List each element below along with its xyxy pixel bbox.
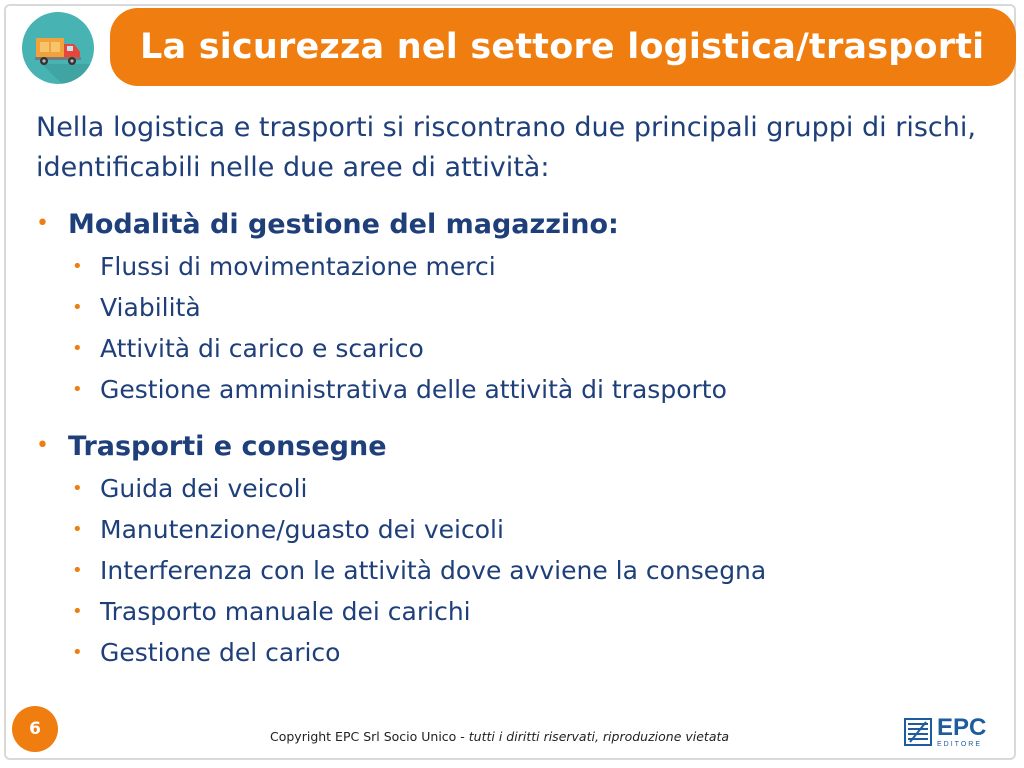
title-bar [110, 8, 1016, 86]
list-item-label: Gestione amministrativa delle attività di trasporto [100, 375, 727, 404]
list-item [72, 550, 996, 591]
logo-text [937, 716, 986, 748]
bullet-icon: • [72, 338, 83, 359]
list-item [72, 328, 996, 369]
bullet-icon: • [72, 297, 83, 318]
bullet-icon: • [72, 379, 83, 400]
list-item-label: Gestione del carico [100, 638, 341, 667]
risk-group-transport [36, 424, 996, 673]
list-item [72, 287, 996, 328]
bullet-icon: • [72, 601, 83, 622]
slide-content [36, 108, 996, 673]
group-heading [36, 202, 996, 246]
slide-title: La sicurezza nel settore logistica/trasporti [140, 27, 985, 67]
epc-logo-icon [904, 718, 932, 746]
truck-icon [22, 12, 94, 84]
copyright-notice [270, 729, 729, 744]
bullet-icon: • [72, 642, 83, 663]
list-item [72, 509, 996, 550]
list-item [72, 369, 996, 410]
intro-text: Nella logistica e trasporti si riscontrano due principali gruppi di rischi, identificabili nelle due aree di attività: [36, 112, 976, 183]
bullet-icon: • [72, 478, 83, 499]
logo-main-text: EPC [937, 714, 987, 741]
risk-group-warehouse [36, 202, 996, 410]
sub-list [36, 468, 996, 673]
list-item-label: Manutenzione/guasto dei veicoli [100, 515, 504, 544]
list-item [72, 591, 996, 632]
list-item-label: Guida dei veicoli [100, 474, 308, 503]
bullet-icon: • [72, 256, 83, 277]
group-label: Modalità di gestione del magazzino: [68, 208, 619, 240]
list-item-label: Attività di carico e scarico [100, 334, 424, 363]
list-item-label: Trasporto manuale dei carichi [100, 597, 471, 626]
copyright-rights: tutti i diritti riservati, riproduzione vietata [468, 729, 730, 744]
bullet-icon: • [36, 211, 49, 236]
sub-list [36, 246, 996, 410]
page-number: 6 [12, 706, 58, 752]
list-item [72, 632, 996, 673]
list-item-label: Interferenza con le attività dove avviene la consegna [100, 556, 767, 585]
bullet-icon: • [72, 519, 83, 540]
list-item-label: Flussi di movimentazione merci [100, 252, 496, 281]
epc-logo [904, 714, 1004, 750]
logo-sub-text: EDITORE [937, 741, 982, 748]
group-label: Trasporti e consegne [68, 430, 387, 462]
bullet-icon: • [36, 433, 49, 458]
bullet-icon: • [72, 560, 83, 581]
list-item [72, 468, 996, 509]
list-item [72, 246, 996, 287]
copyright-prefix: Copyright EPC Srl Socio Unico - [270, 729, 469, 744]
list-item-label: Viabilità [100, 293, 201, 322]
group-heading [36, 424, 996, 468]
